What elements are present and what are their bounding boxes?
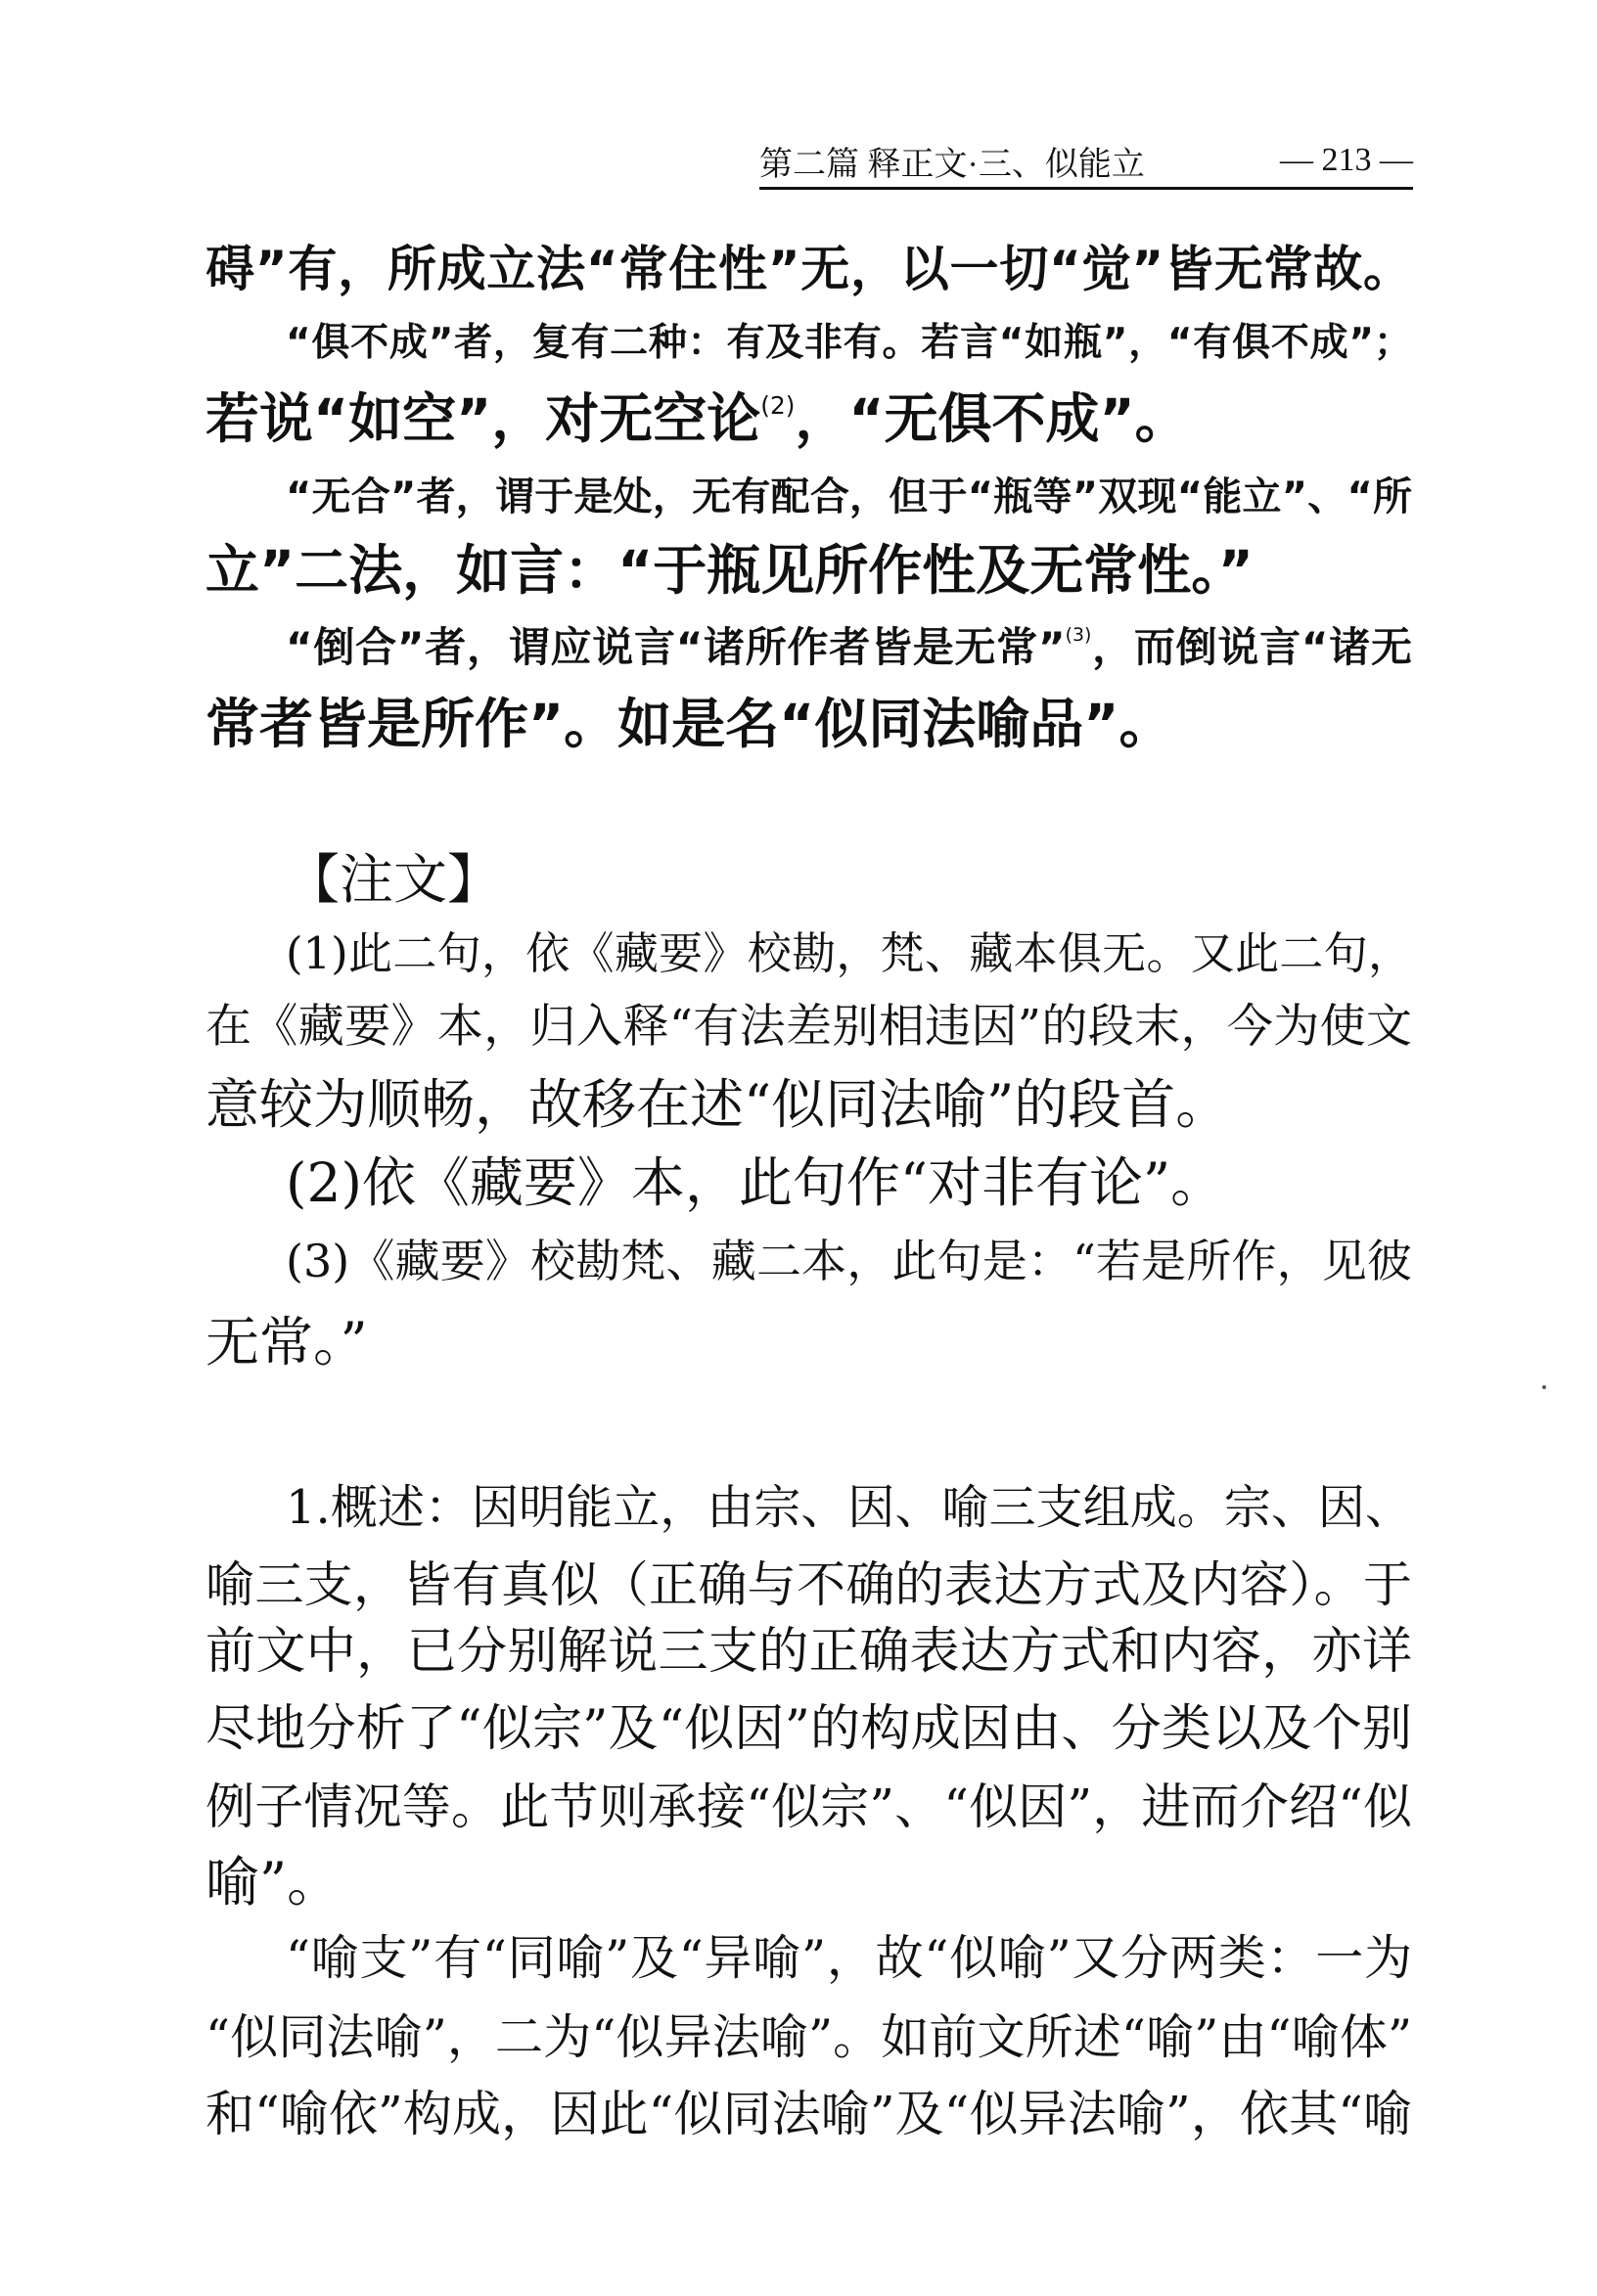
- text-segment: (3)《藏要》校勘梵、藏二本，此句是：“若是所作，见彼: [286, 1235, 1412, 1287]
- page-number: — 213 —: [1280, 142, 1413, 178]
- text-segment: 前文中，已分别解说三支的正确表达方式和内容，亦详: [205, 1623, 1412, 1681]
- text-line: [205, 1692, 1412, 1767]
- text-segment: (1)此二句，依《藏要》校勘，梵、藏本俱无。又此二句，: [286, 927, 1412, 979]
- text-segment: 意较为顺畅，故移在述“似同法喻”的段首。: [205, 1073, 1230, 1136]
- footnote-ref: (3): [1065, 624, 1092, 646]
- text-segment: 和“喻依”构成，因此“似同法喻”及“似异法喻”，依其“喻: [205, 2086, 1412, 2142]
- text-line: [205, 382, 1412, 456]
- text-segment: ，“无俱不成”。: [795, 387, 1189, 450]
- scan-speck: [1542, 1385, 1546, 1389]
- text-line: [286, 306, 1412, 381]
- text-segment: “喻支”有“同喻”及“异喻”，故“似喻”又分两类：一为: [286, 1930, 1412, 1986]
- text-segment: 常者皆是所作”。如是名“似同法喻品”。: [205, 693, 1173, 755]
- header-rule: [759, 187, 1413, 190]
- text-line: [205, 1770, 1412, 1844]
- text-segment: 【注文】: [286, 848, 502, 911]
- text-segment: 若说“如空”，对无空论: [205, 387, 761, 450]
- text-line: [205, 1615, 1412, 1689]
- text-segment: 尽地分析了“似宗”及“似因”的构成因由、分类以及个别: [205, 1700, 1412, 1758]
- text-segment: ，而倒说言“诸无: [1091, 623, 1412, 671]
- text-segment: “俱不成”者，复有二种：有及非有。若言“如瓶”，“有俱不成”；: [286, 321, 1412, 365]
- text-line: [286, 1146, 1412, 1220]
- text-line: [286, 460, 1412, 534]
- footnote-ref: (2): [760, 391, 796, 420]
- text-line: [205, 533, 1412, 608]
- text-line: [286, 1921, 1412, 1996]
- text-segment: 碍”有，所成立法“常住性”无，以一切“觉”皆无常故。: [205, 241, 1412, 297]
- running-title: 第二篇 释正文·三、似能立: [759, 146, 1145, 183]
- text-segment: 无常。”: [205, 1311, 368, 1373]
- text-segment: 在《藏要》本，归入释“有法差别相违因”的段末，今为使文: [205, 1000, 1412, 1054]
- text-segment: (2)依《藏要》本，此句作“对非有论”。: [286, 1151, 1225, 1214]
- text-line: [205, 990, 1412, 1064]
- text-segment: 立”二法，如言：“于瓶见所作性及无常性。”: [205, 539, 1254, 602]
- text-line: [205, 1305, 1412, 1379]
- text-segment: “无合”者，谓于是处，无有配合，但于“瓶等”双现“能立”、“所: [286, 474, 1412, 519]
- text-line: [286, 1224, 1412, 1298]
- text-line: [205, 2001, 1412, 2075]
- text-line: [205, 232, 1412, 306]
- text-segment: 喻三支，皆有真似（正确与不确的表达方式及内容）。于: [205, 1556, 1412, 1613]
- text-line: [286, 1470, 1412, 1545]
- text-line: [286, 610, 1412, 685]
- text-line: [205, 2077, 1412, 2151]
- text-line: [205, 1548, 1412, 1622]
- running-header: [759, 135, 1413, 186]
- text-line: [286, 917, 1412, 991]
- text-line: [205, 687, 1412, 761]
- text-segment: 例子情况等。此节则承接“似宗”、“似因”，进而介绍“似: [205, 1778, 1412, 1835]
- section-heading-notes: [286, 842, 1412, 917]
- text-segment: 1.概述：因明能立，由宗、因、喻三支组成。宗、因、: [286, 1480, 1412, 1535]
- text-segment: “似同法喻”，二为“似异法喻”。如前文所述“喻”由“喻体”: [205, 2009, 1412, 2065]
- text-segment: 喻”。: [205, 1851, 342, 1913]
- text-line: [205, 1845, 1412, 1919]
- text-segment: “倒合”者，谓应说言“诸所作者皆是无常”: [286, 623, 1066, 671]
- text-line: [205, 1067, 1412, 1142]
